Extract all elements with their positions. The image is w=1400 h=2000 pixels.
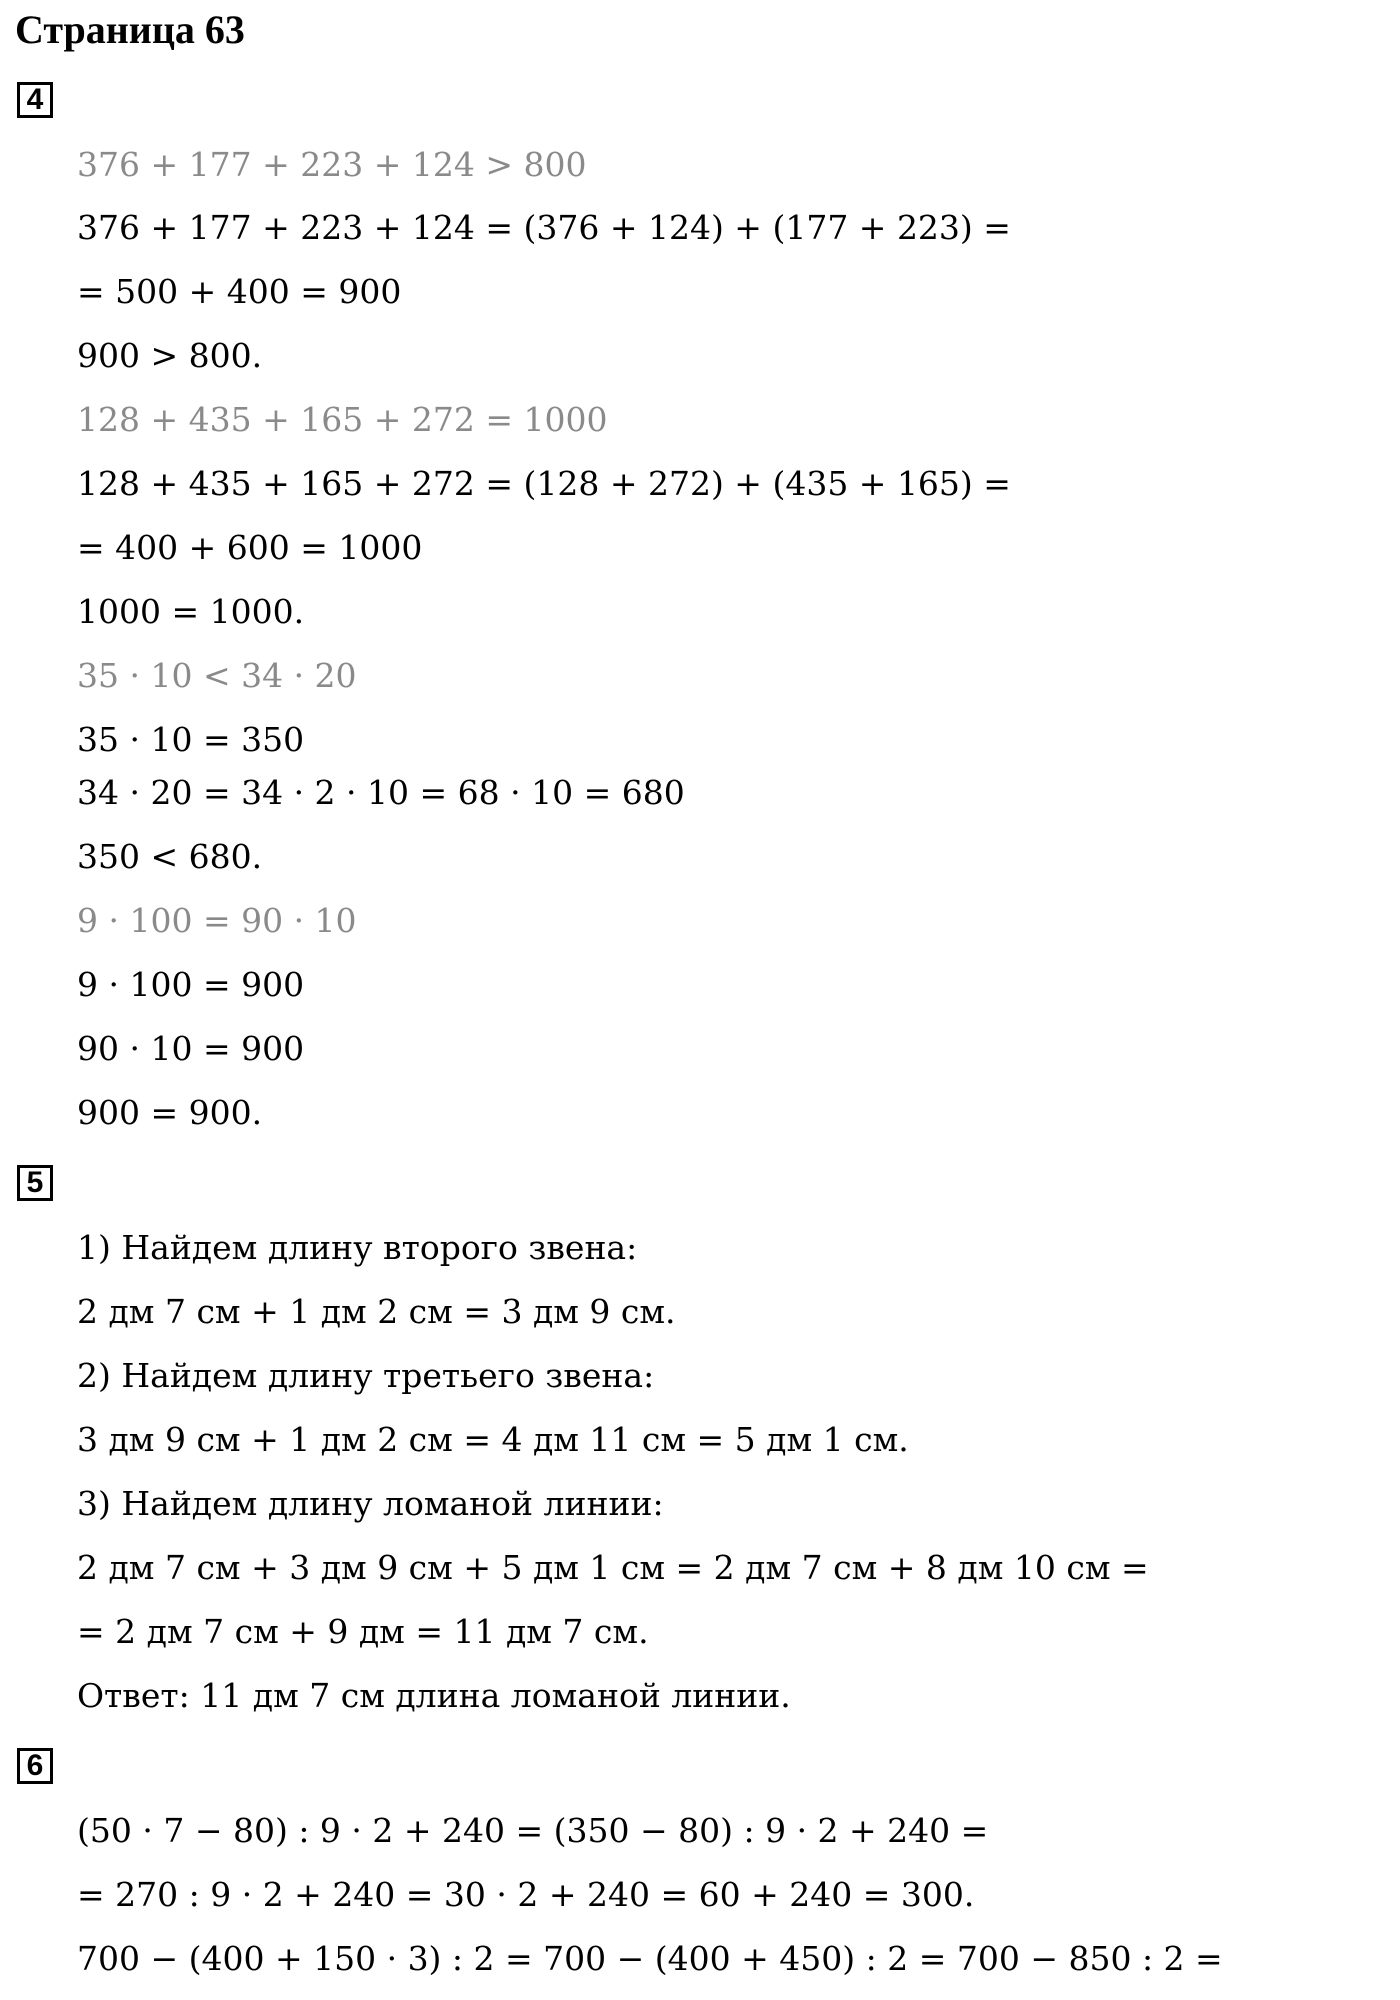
task-4-line-12: 350 < 680. xyxy=(77,837,263,876)
page-title: Страница 63 xyxy=(15,7,245,52)
task-5-line-4: 3 дм 9 см + 1 дм 2 см = 4 дм 11 см = 5 дм 1 см. xyxy=(77,1420,909,1459)
task-5-line-1: 1) Найдем длину второго звена: xyxy=(77,1228,638,1267)
task-4-line-16: 900 = 900. xyxy=(77,1093,263,1132)
task-4-line-15: 90 · 10 = 900 xyxy=(77,1029,305,1068)
task-number-4: 4 xyxy=(17,82,53,118)
task-4-line-11: 34 · 20 = 34 · 2 · 10 = 68 · 10 = 680 xyxy=(77,773,685,812)
task-number-5: 5 xyxy=(17,1165,53,1201)
task-4-line-6: 128 + 435 + 165 + 272 = (128 + 272) + (435 + 165) = xyxy=(77,464,1011,503)
task-4-line-14: 9 · 100 = 900 xyxy=(77,965,305,1004)
task-4-line-9: 35 · 10 < 34 · 20 xyxy=(77,656,357,695)
task-4-line-2: 376 + 177 + 223 + 124 = (376 + 124) + (177 + 223) = xyxy=(77,208,1011,247)
task-number-6: 6 xyxy=(17,1748,53,1784)
task-4-line-8: 1000 = 1000. xyxy=(77,592,305,631)
task-6-line-1: (50 · 7 − 80) : 9 · 2 + 240 = (350 − 80) : 9 · 2 + 240 = xyxy=(77,1811,989,1850)
task-4-line-5: 128 + 435 + 165 + 272 = 1000 xyxy=(77,400,608,439)
task-5-line-3: 2) Найдем длину третьего звена: xyxy=(77,1356,655,1395)
task-4-line-1: 376 + 177 + 223 + 124 > 800 xyxy=(77,145,587,184)
task-6-line-2: = 270 : 9 · 2 + 240 = 30 · 2 + 240 = 60 + 240 = 300. xyxy=(77,1875,975,1914)
task-5-line-6: 2 дм 7 см + 3 дм 9 см + 5 дм 1 см = 2 дм 7 см + 8 дм 10 см = xyxy=(77,1548,1149,1587)
task-4-line-3: = 500 + 400 = 900 xyxy=(77,272,402,311)
task-6-line-3: 700 − (400 + 150 · 3) : 2 = 700 − (400 + 450) : 2 = 700 − 850 : 2 = xyxy=(77,1939,1223,1978)
task-4-line-4: 900 > 800. xyxy=(77,336,263,375)
task-5-line-7: = 2 дм 7 см + 9 дм = 11 дм 7 см. xyxy=(77,1612,649,1651)
task-5-line-5: 3) Найдем длину ломаной линии: xyxy=(77,1484,664,1523)
task-4-line-13: 9 · 100 = 90 · 10 xyxy=(77,901,357,940)
task-4-line-7: = 400 + 600 = 1000 xyxy=(77,528,423,567)
task-5-line-8: Ответ: 11 дм 7 см длина ломаной линии. xyxy=(77,1676,791,1715)
task-4-line-10: 35 · 10 = 350 xyxy=(77,720,305,759)
task-5-line-2: 2 дм 7 см + 1 дм 2 см = 3 дм 9 см. xyxy=(77,1292,676,1331)
